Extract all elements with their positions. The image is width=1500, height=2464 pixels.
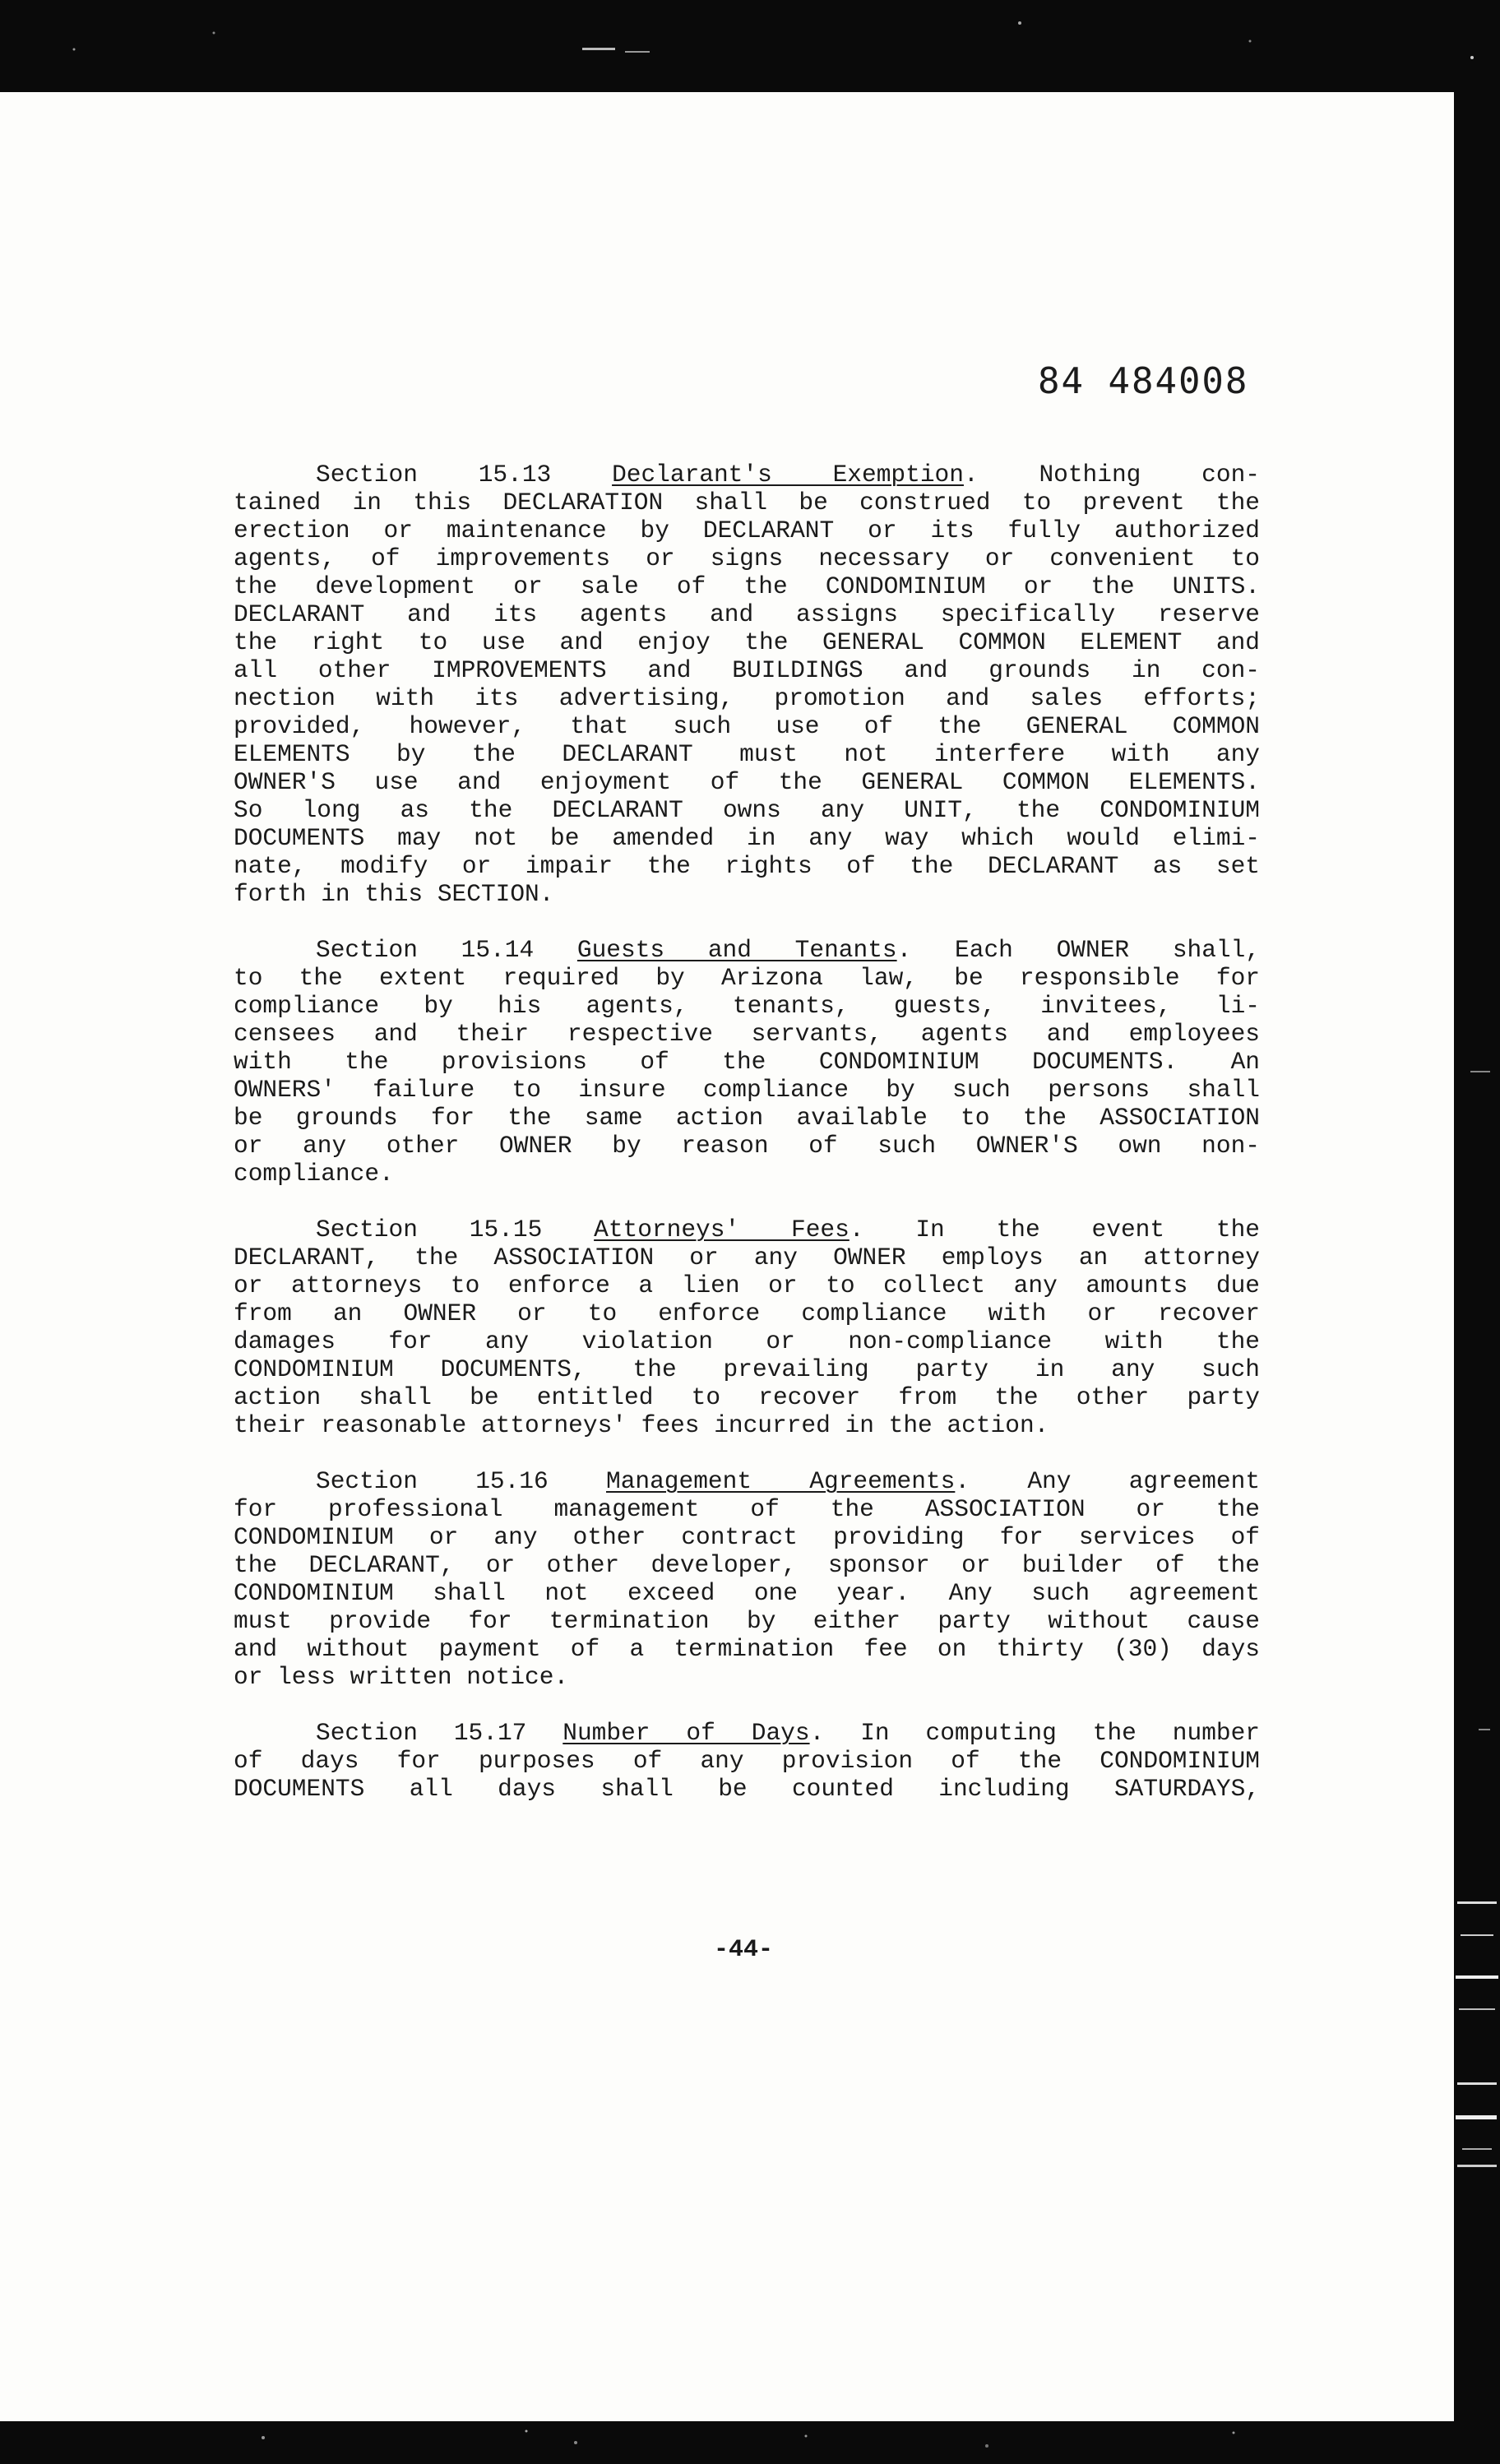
section-line: ELEMENTS by the DECLARANT must not interfere with any [234, 740, 1260, 768]
section-line: action shall be entitled to recover from the other party [234, 1383, 1260, 1411]
section-line: CONDOMINIUM DOCUMENTS, the prevailing party in any such [234, 1355, 1260, 1383]
document-body [234, 461, 1260, 1831]
section-line: forth in this SECTION. [234, 880, 554, 908]
section-line: censees and their respective servants, agents and employees [234, 1020, 1260, 1048]
section-line: must provide for termination by either party without cause [234, 1607, 1260, 1635]
section-line: nate, modify or impair the rights of the DECLARANT as set [234, 852, 1260, 880]
section-line: the DECLARANT, or other developer, sponsor or builder of the [234, 1551, 1260, 1579]
section-15-14 [234, 936, 1260, 1188]
section-line: for professional management of the ASSOCIATION or the [234, 1495, 1260, 1523]
scan-right-edge [1454, 92, 1500, 2421]
section-lead: Section 15.16 [316, 1467, 549, 1495]
section-lead: Section 15.14 [316, 936, 535, 964]
section-line: and without payment of a termination fee on thirty (30) days [234, 1635, 1260, 1663]
section-lead: Section 15.17 [316, 1719, 527, 1747]
section-line: Any agreement [1027, 1467, 1261, 1495]
section-first-line: Section 15.16 Management Agreements. Any agreement [316, 1467, 1261, 1495]
section-line: Nothing con- [1039, 461, 1260, 489]
section-heading: Guests and Tenants [576, 936, 897, 964]
section-heading: Declarant's Exemption [612, 461, 964, 489]
section-first-line: Section 15.15 Attorneys' Fees. In the event the [316, 1216, 1261, 1244]
section-line: with the provisions of the CONDOMINIUM DOCUMENTS. An [234, 1048, 1260, 1076]
section-line: In computing the number [860, 1719, 1261, 1747]
section-heading: Number of Days [562, 1719, 810, 1747]
section-15-16 [234, 1467, 1260, 1691]
document-number: 84 484008 [1038, 360, 1249, 402]
section-first-line: Section 15.14 Guests and Tenants. Each OWNER shall, [316, 936, 1261, 964]
scan-top-specks [0, 0, 1500, 92]
section-line: So long as the DECLARANT owns any UNIT, the CONDOMINIUM [234, 796, 1260, 824]
scan-bottom-border [0, 2421, 1500, 2461]
section-line: CONDOMINIUM shall not exceed one year. Any such agreement [234, 1579, 1260, 1607]
section-line: compliance by his agents, tenants, guests, invitees, li- [234, 992, 1260, 1020]
section-line: DOCUMENTS may not be amended in any way which would elimi- [234, 824, 1260, 852]
section-15-13 [234, 461, 1260, 908]
section-line: DECLARANT and its agents and assigns specifically reserve [234, 600, 1260, 628]
section-15-15 [234, 1216, 1260, 1439]
section-line: In the event the [915, 1216, 1261, 1244]
section-first-line: Section 15.17 Number of Days. In computing the number [316, 1719, 1261, 1747]
section-first-line: Section 15.13 Declarant's Exemption. Nothing con- [316, 461, 1260, 489]
section-line: compliance. [234, 1160, 394, 1188]
page-number: -44- [714, 1936, 774, 1964]
section-line: tained in this DECLARATION shall be construed to prevent the [234, 489, 1260, 516]
section-heading: Management Agreements [606, 1467, 956, 1495]
section-line: the right to use and enjoy the GENERAL COMMON ELEMENT and [234, 628, 1260, 656]
section-15-17 [234, 1719, 1260, 1803]
section-line: OWNER'S use and enjoyment of the GENERAL COMMON ELEMENTS. [234, 768, 1260, 796]
section-line: CONDOMINIUM or any other contract providing for services of [234, 1523, 1260, 1551]
section-line: agents, of improvements or signs necessary or convenient to [234, 544, 1260, 572]
section-line: OWNERS' failure to insure compliance by such persons shall [234, 1076, 1260, 1104]
section-line: or attorneys to enforce a lien or to collect any amounts due [234, 1271, 1260, 1299]
section-line: or less written notice. [234, 1663, 569, 1691]
section-line: from an OWNER or to enforce compliance with or recover [234, 1299, 1260, 1327]
section-line: provided, however, that such use of the GENERAL COMMON [234, 712, 1260, 740]
section-line: Each OWNER shall, [955, 936, 1261, 964]
section-line: damages for any violation or non-compliance with the [234, 1327, 1260, 1355]
section-line: be grounds for the same action available to the ASSOCIATION [234, 1104, 1260, 1132]
section-line: erection or maintenance by DECLARANT or its fully authorized [234, 516, 1260, 544]
section-line: all other IMPROVEMENTS and BUILDINGS and grounds in con- [234, 656, 1260, 684]
section-line: of days for purposes of any provision of the CONDOMINIUM [234, 1747, 1260, 1775]
section-heading: Attorneys' Fees [594, 1216, 850, 1244]
section-line: their reasonable attorneys' fees incurred in the action. [234, 1411, 1049, 1439]
section-line: DOCUMENTS all days shall be counted including SATURDAYS, [234, 1775, 1260, 1803]
section-line: nection with its advertising, promotion and sales efforts; [234, 684, 1260, 712]
section-line: to the extent required by Arizona law, be responsible for [234, 964, 1260, 992]
section-line: or any other OWNER by reason of such OWNER'S own non- [234, 1132, 1260, 1160]
section-line: DECLARANT, the ASSOCIATION or any OWNER employs an attorney [234, 1244, 1260, 1271]
section-lead: Section 15.15 [316, 1216, 543, 1244]
section-lead: Section 15.13 [316, 461, 552, 489]
section-line: the development or sale of the CONDOMINIUM or the UNITS. [234, 572, 1260, 600]
